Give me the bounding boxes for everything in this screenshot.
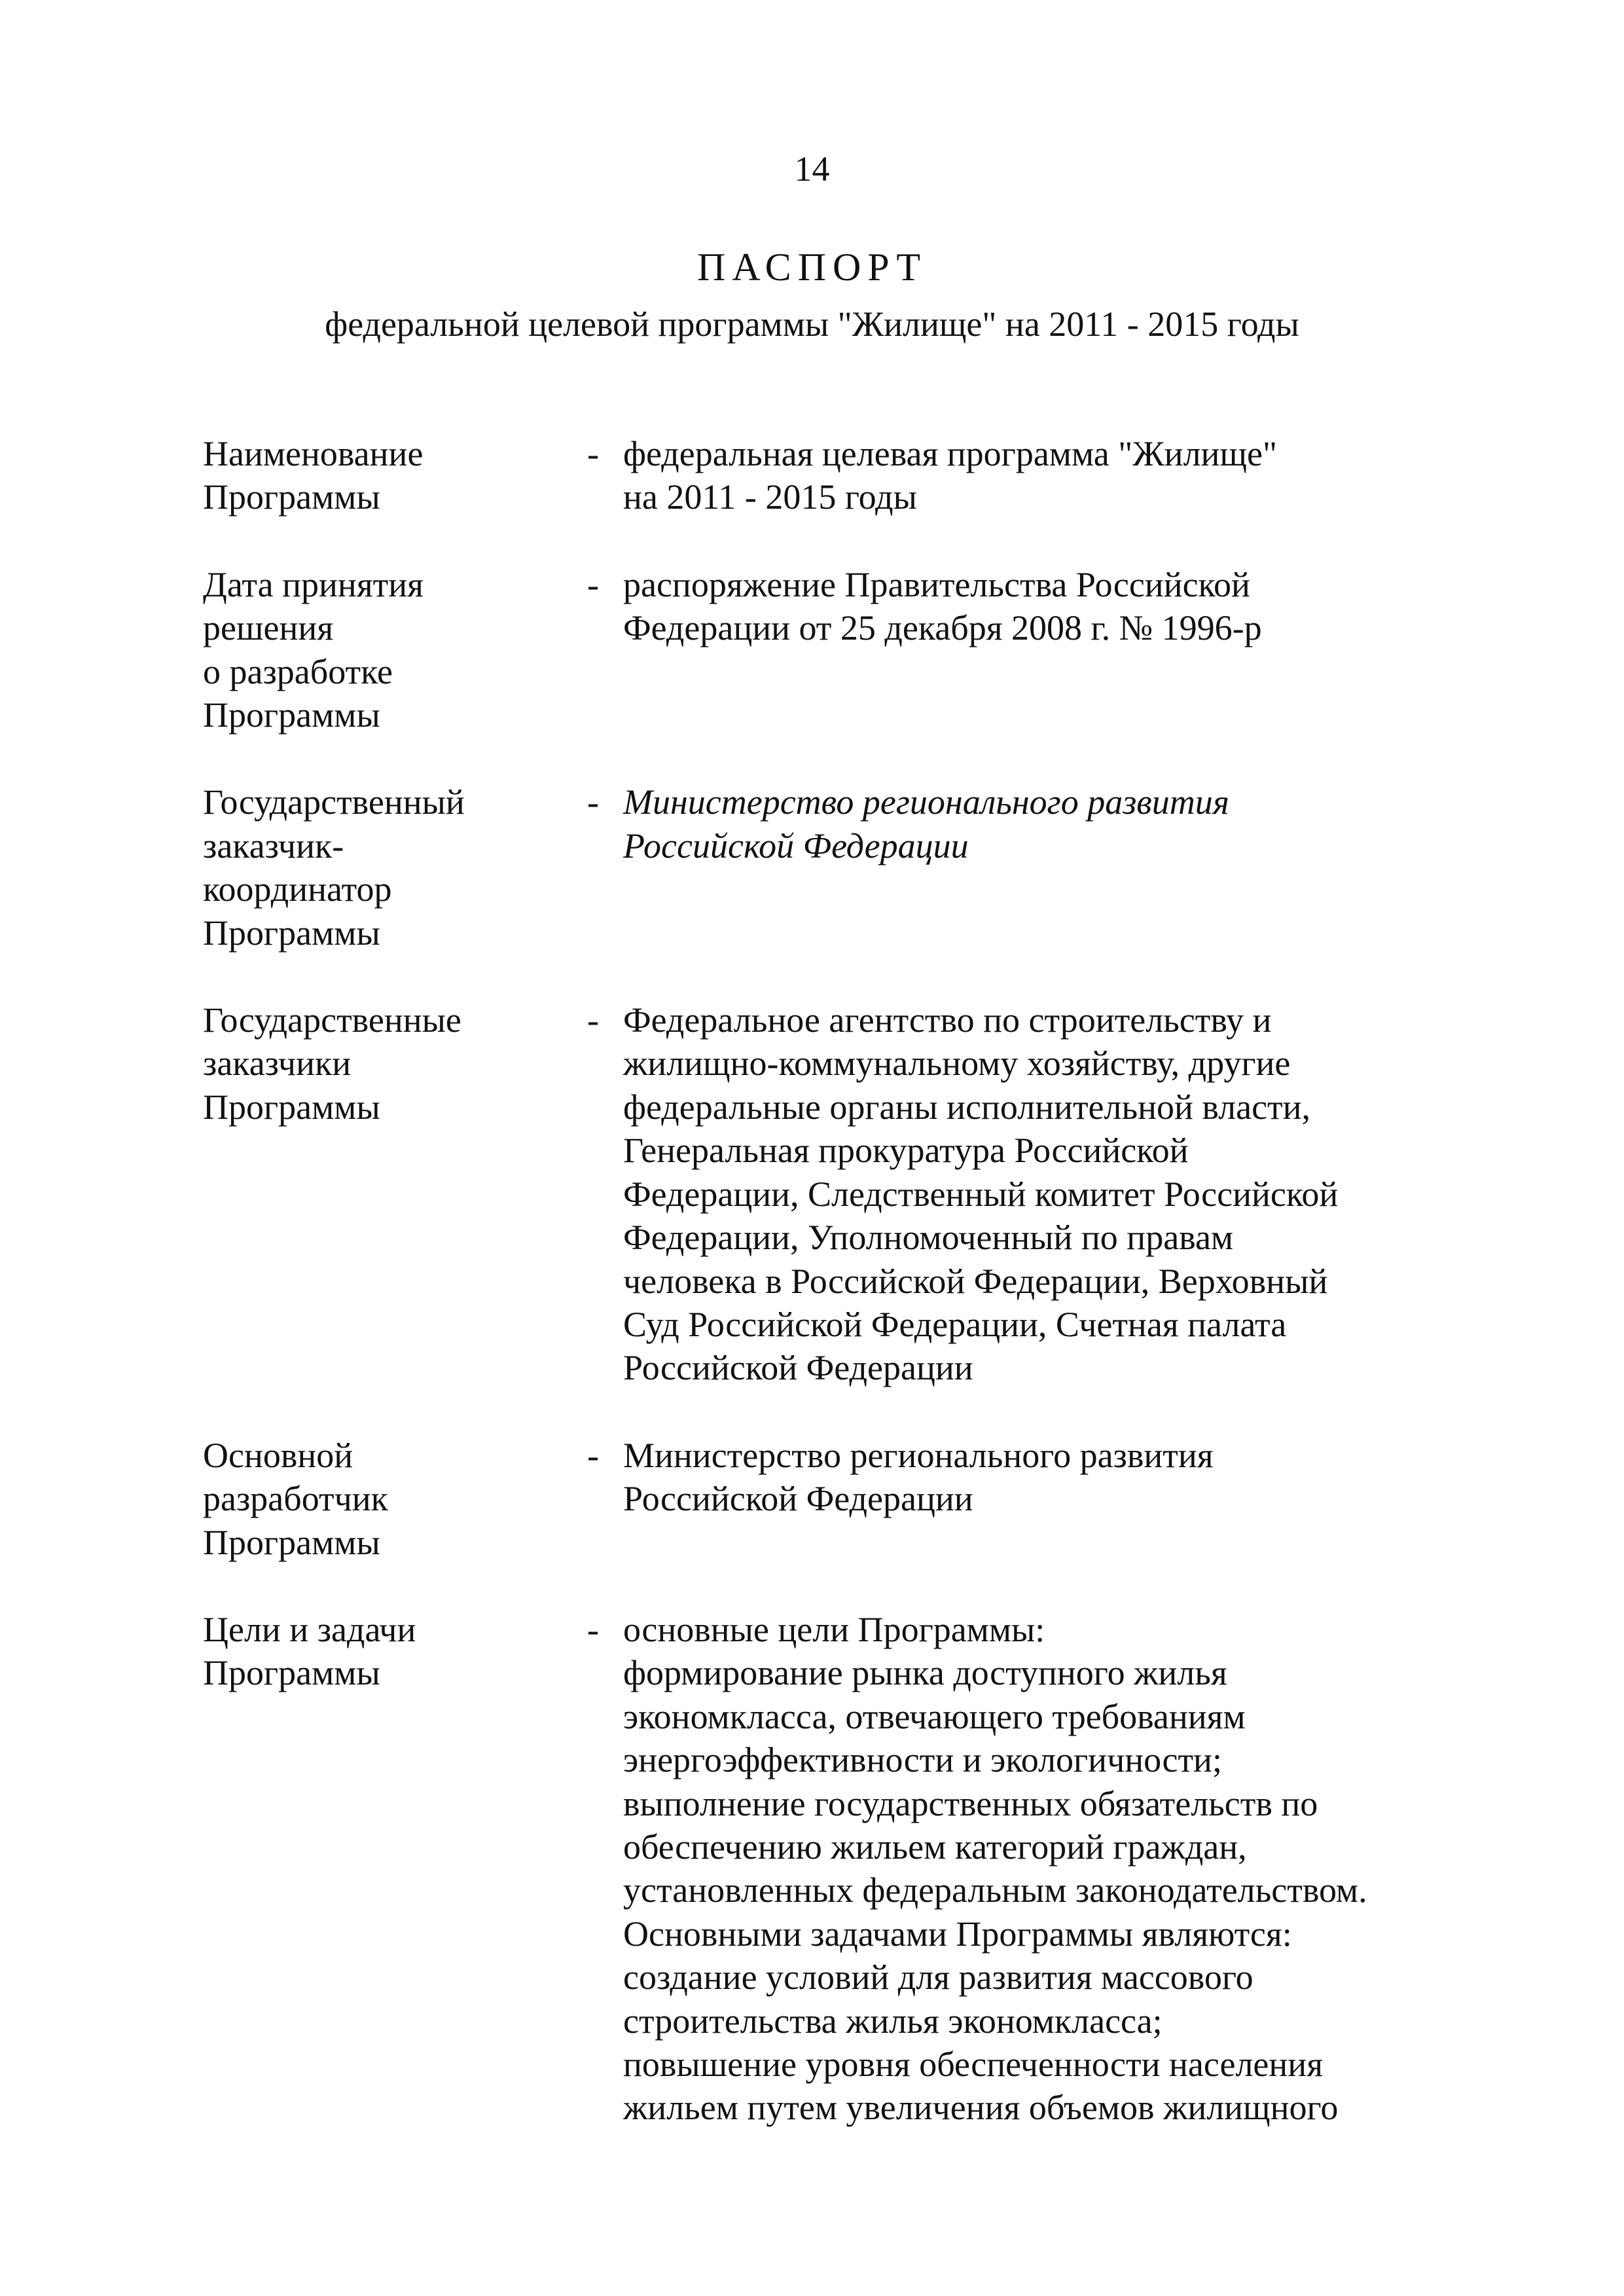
- row-dash: -: [587, 564, 599, 604]
- row-dash: -: [587, 1435, 599, 1475]
- row-value: распоряжение Правительства Российской Федерации от 25 декабря 2008 г. № 1996-р: [623, 564, 1262, 648]
- row-customer-coordinator: [203, 780, 1460, 955]
- row-dash: -: [587, 1000, 599, 1040]
- row-dash: -: [587, 434, 599, 473]
- row-value: Министерство регионального развития Российской Федерации: [623, 1435, 1214, 1519]
- passport-table: [203, 432, 1460, 2130]
- page-number: 14: [794, 149, 830, 189]
- row-dash: -: [587, 782, 599, 822]
- row-label: Государственные заказчики Программы: [203, 1000, 461, 1127]
- row-value: федеральная целевая программа "Жилище" на 2011 - 2015 годы: [623, 434, 1277, 517]
- row-main-developer: [203, 1434, 1460, 1564]
- row-dash: -: [587, 1609, 599, 1649]
- row-label: Наименование Программы: [203, 434, 424, 517]
- row-value: основные цели Программы: формирование рынка доступного жилья экономкласса, отвечающего требованиям энергоэффективности и экологичности; выполнение государственных обязательств по обеспечению жильем категорий граждан, установленных федеральным законодательством. Основными задачами Программы являются: создание условий для развития массового строительства жилья экономкласса; повышение уровня обеспеченности населения жильем путем увеличения объемов жилищного: [623, 1609, 1367, 2128]
- row-value: Федеральное агентство по строительству и жилищно-коммунальному хозяйству, другие федеральные органы исполнительной власти, Генеральная прокуратура Российской Федерации, Следственный комитет Российской Федерации, Уполномоченный по правам человека в Российской Федерации, Верховный Суд Российской Федерации, Счетная палата Российской Федерации: [623, 1000, 1339, 1388]
- document-title: ПАСПОРТ: [696, 246, 928, 289]
- row-goals-tasks: [203, 1608, 1460, 2130]
- row-decision-date: [203, 563, 1460, 737]
- row-label: Цели и задачи Программы: [203, 1609, 416, 1693]
- row-label: Государственный заказчик- координатор Программы: [203, 782, 465, 953]
- document-subtitle: федеральной целевой программы "Жилище" на 2011 - 2015 годы: [325, 304, 1299, 344]
- row-label: Дата принятия решения о разработке Программы: [203, 564, 424, 735]
- row-program-name: [203, 432, 1460, 519]
- row-label: Основной разработчик Программы: [203, 1435, 388, 1562]
- row-value: Министерство регионального развития Российской Федерации: [623, 782, 1229, 866]
- row-customers: [203, 998, 1460, 1390]
